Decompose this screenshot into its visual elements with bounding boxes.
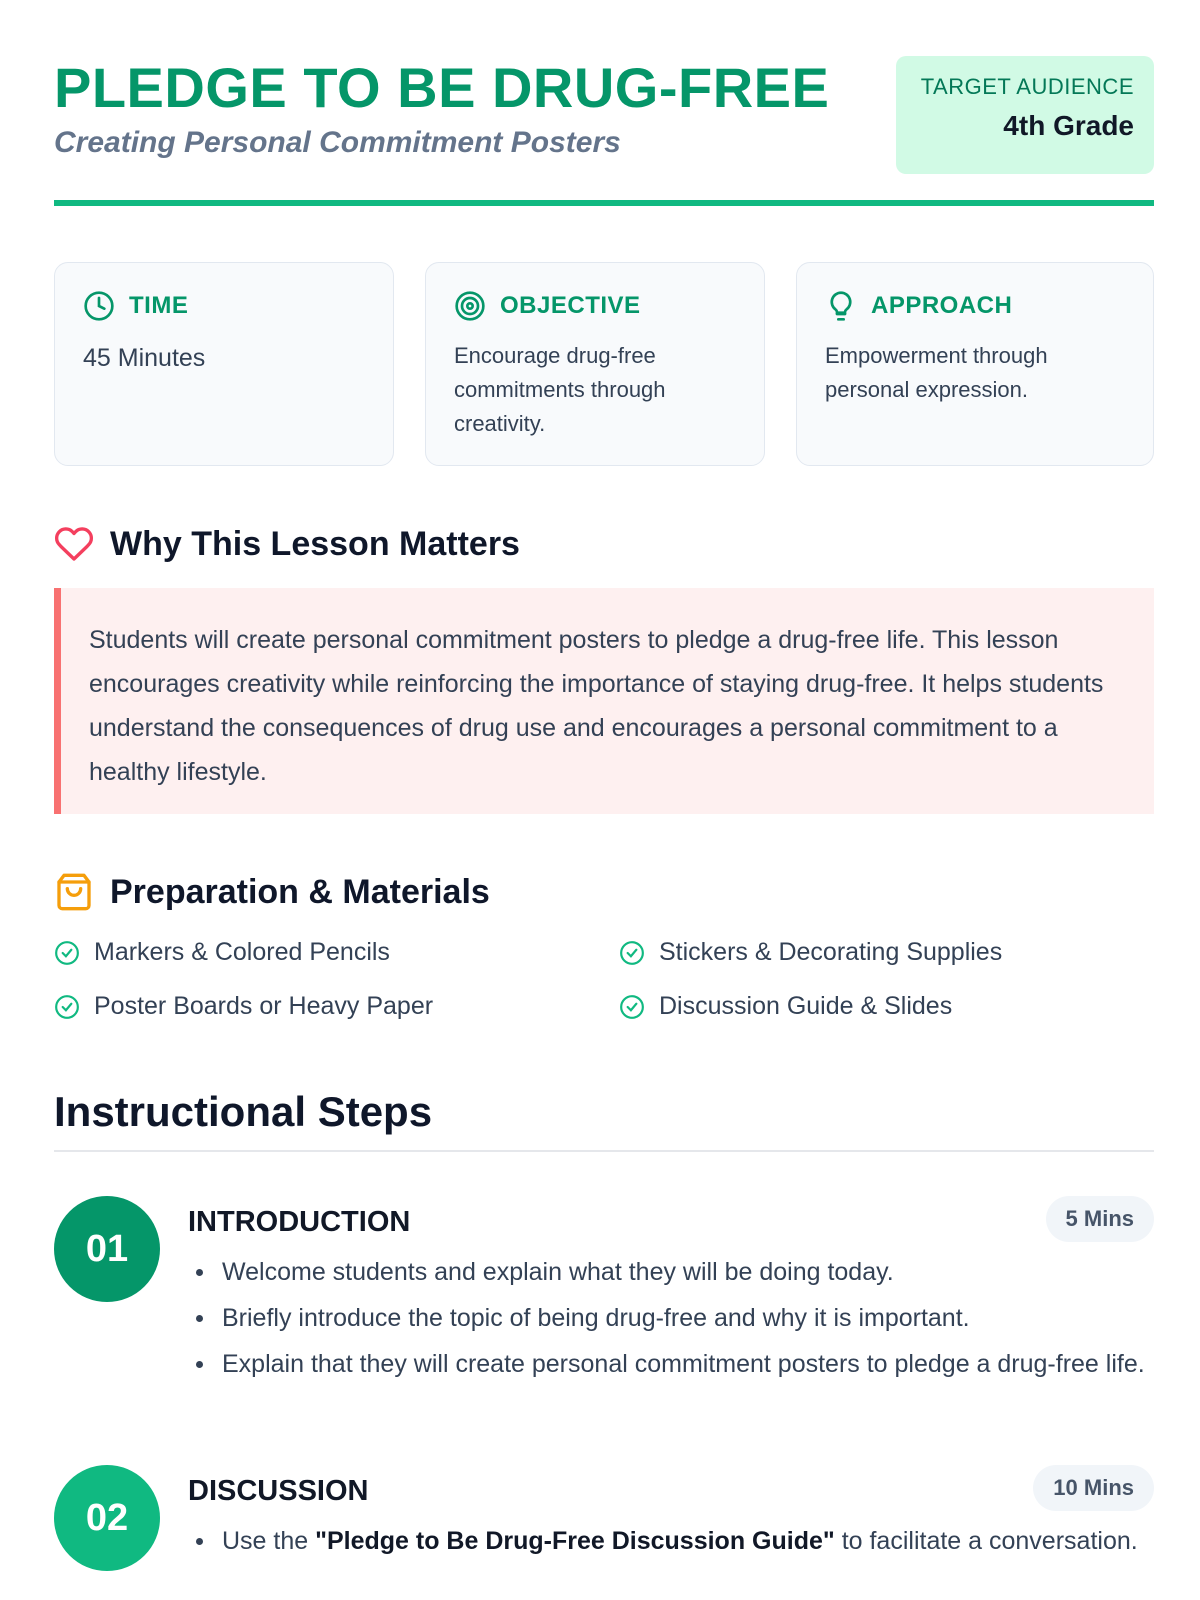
- info-cards: [54, 262, 1154, 466]
- step-number-badge: 02: [54, 1465, 160, 1571]
- objective-card-title: OBJECTIVE: [500, 292, 641, 319]
- step-bullet: Explain that they will create personal commitment posters to pledge a drug-free life.: [188, 1344, 1154, 1384]
- step-bullet: Welcome students and explain what they will be doing today.: [188, 1252, 1154, 1292]
- step-bullet-list: [188, 1521, 1154, 1567]
- objective-card: [425, 262, 765, 466]
- materials-item-label: Poster Boards or Heavy Paper: [94, 992, 434, 1020]
- why-callout: Students will create personal commitment posters to pledge a drug-free life. This lesson encourages creativity while reinforcing the importance of staying drug-free. It helps students understand the consequences of drug use and encourages a personal commitment to a healthy lifestyle.: [54, 588, 1154, 814]
- materials-item: [619, 992, 952, 1021]
- materials-item: [619, 938, 1002, 967]
- step-bullet: Briefly introduce the topic of being drug-free and why it is important.: [188, 1298, 1154, 1338]
- check-circle-icon: [619, 994, 645, 1020]
- page-title: PLEDGE TO BE DRUG-FREE: [54, 56, 830, 119]
- materials-item: [54, 992, 433, 1021]
- check-circle-icon: [54, 940, 80, 966]
- header: [54, 56, 1154, 206]
- shopping-bag-icon: [54, 872, 94, 912]
- target-icon: [454, 290, 486, 322]
- target-audience-label: TARGET AUDIENCE: [920, 74, 1134, 99]
- step-bullet: [188, 1521, 1154, 1561]
- header-divider: [54, 200, 1154, 206]
- approach-card-body: Empowerment through personal expression.: [825, 343, 1048, 402]
- step-title: DISCUSSION: [188, 1475, 369, 1507]
- check-circle-icon: [619, 940, 645, 966]
- check-circle-icon: [54, 994, 80, 1020]
- lightbulb-icon: [825, 290, 857, 322]
- materials-item-label: Stickers & Decorating Supplies: [659, 938, 1003, 966]
- heart-icon: [54, 524, 94, 564]
- target-audience-badge: [896, 56, 1154, 174]
- approach-card-title: APPROACH: [871, 292, 1013, 319]
- steps-section-title: Instructional Steps: [54, 1088, 433, 1135]
- approach-card: [796, 262, 1154, 466]
- materials-section-title: Preparation & Materials: [110, 872, 490, 911]
- materials-item-label: Discussion Guide & Slides: [659, 992, 953, 1020]
- step-bullet-text: to facilitate a conversation.: [834, 1527, 1138, 1555]
- steps-divider: [54, 1150, 1154, 1152]
- time-card-title: TIME: [129, 292, 189, 319]
- step-duration-pill: 10 Mins: [1033, 1465, 1154, 1511]
- materials-item: [54, 938, 390, 967]
- step-bullet-text: Use the: [222, 1527, 316, 1555]
- step-duration-pill: 5 Mins: [1046, 1196, 1154, 1242]
- why-section-header: [54, 524, 520, 564]
- why-section-title: Why This Lesson Matters: [110, 524, 520, 563]
- page-subtitle: Creating Personal Commitment Posters: [54, 126, 621, 159]
- step-number-badge: 01: [54, 1196, 160, 1302]
- objective-card-body: Encourage drug-free commitments through creativity.: [454, 343, 666, 436]
- step-title: INTRODUCTION: [188, 1206, 411, 1238]
- step-bullet-list: [188, 1252, 1154, 1390]
- time-card: [54, 262, 394, 466]
- target-audience-value: 4th Grade: [1003, 110, 1134, 141]
- time-card-body: 45 Minutes: [83, 344, 206, 372]
- discussion-guide-reference: "Pledge to Be Drug-Free Discussion Guide": [315, 1527, 835, 1555]
- materials-section-header: [54, 872, 490, 912]
- materials-item-label: Markers & Colored Pencils: [94, 938, 390, 966]
- clock-icon: [83, 290, 115, 322]
